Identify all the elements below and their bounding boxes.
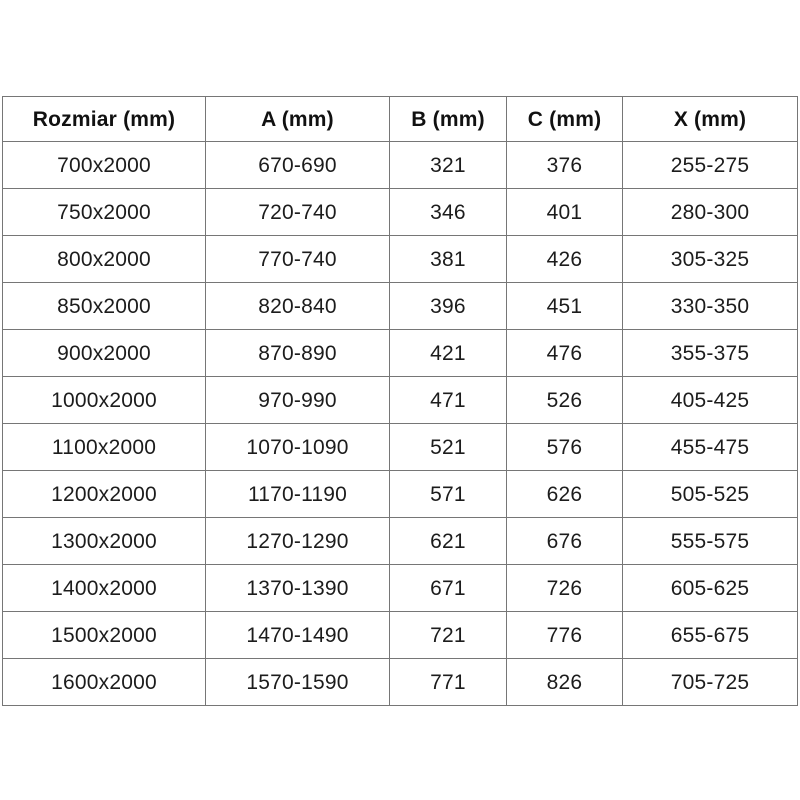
cell-a: 1070-1090 bbox=[206, 424, 390, 471]
cell-c: 726 bbox=[507, 565, 623, 612]
cell-b: 671 bbox=[390, 565, 507, 612]
cell-size: 700x2000 bbox=[3, 142, 206, 189]
cell-a: 970-990 bbox=[206, 377, 390, 424]
cell-x: 455-475 bbox=[623, 424, 798, 471]
cell-x: 405-425 bbox=[623, 377, 798, 424]
cell-b: 771 bbox=[390, 659, 507, 706]
cell-size: 1200x2000 bbox=[3, 471, 206, 518]
cell-c: 826 bbox=[507, 659, 623, 706]
cell-c: 576 bbox=[507, 424, 623, 471]
cell-size: 750x2000 bbox=[3, 189, 206, 236]
column-header-a: A (mm) bbox=[206, 97, 390, 142]
cell-x: 280-300 bbox=[623, 189, 798, 236]
table-row bbox=[3, 330, 798, 377]
cell-size: 1500x2000 bbox=[3, 612, 206, 659]
cell-a: 820-840 bbox=[206, 283, 390, 330]
table-row bbox=[3, 659, 798, 706]
cell-b: 346 bbox=[390, 189, 507, 236]
cell-size: 800x2000 bbox=[3, 236, 206, 283]
cell-size: 850x2000 bbox=[3, 283, 206, 330]
cell-b: 521 bbox=[390, 424, 507, 471]
cell-b: 396 bbox=[390, 283, 507, 330]
cell-b: 621 bbox=[390, 518, 507, 565]
cell-a: 1170-1190 bbox=[206, 471, 390, 518]
cell-c: 526 bbox=[507, 377, 623, 424]
table-row bbox=[3, 471, 798, 518]
cell-a: 1270-1290 bbox=[206, 518, 390, 565]
cell-a: 1570-1590 bbox=[206, 659, 390, 706]
column-header-b: B (mm) bbox=[390, 97, 507, 142]
cell-size: 1600x2000 bbox=[3, 659, 206, 706]
table-row bbox=[3, 142, 798, 189]
cell-x: 305-325 bbox=[623, 236, 798, 283]
table-row bbox=[3, 424, 798, 471]
cell-size: 1300x2000 bbox=[3, 518, 206, 565]
cell-x: 655-675 bbox=[623, 612, 798, 659]
column-header-c: C (mm) bbox=[507, 97, 623, 142]
cell-b: 721 bbox=[390, 612, 507, 659]
table-row bbox=[3, 518, 798, 565]
cell-x: 555-575 bbox=[623, 518, 798, 565]
cell-x: 605-625 bbox=[623, 565, 798, 612]
table-row bbox=[3, 565, 798, 612]
cell-b: 471 bbox=[390, 377, 507, 424]
cell-c: 426 bbox=[507, 236, 623, 283]
cell-x: 505-525 bbox=[623, 471, 798, 518]
cell-x: 255-275 bbox=[623, 142, 798, 189]
cell-c: 401 bbox=[507, 189, 623, 236]
cell-size: 1100x2000 bbox=[3, 424, 206, 471]
size-table bbox=[2, 96, 798, 706]
cell-size: 1400x2000 bbox=[3, 565, 206, 612]
table-row bbox=[3, 189, 798, 236]
cell-x: 330-350 bbox=[623, 283, 798, 330]
cell-size: 900x2000 bbox=[3, 330, 206, 377]
cell-a: 870-890 bbox=[206, 330, 390, 377]
cell-c: 476 bbox=[507, 330, 623, 377]
column-header-x: X (mm) bbox=[623, 97, 798, 142]
cell-b: 571 bbox=[390, 471, 507, 518]
table-row bbox=[3, 236, 798, 283]
cell-a: 1470-1490 bbox=[206, 612, 390, 659]
cell-b: 321 bbox=[390, 142, 507, 189]
cell-c: 451 bbox=[507, 283, 623, 330]
cell-a: 1370-1390 bbox=[206, 565, 390, 612]
cell-a: 770-740 bbox=[206, 236, 390, 283]
table-row bbox=[3, 283, 798, 330]
cell-b: 381 bbox=[390, 236, 507, 283]
header-row bbox=[3, 97, 798, 142]
cell-c: 776 bbox=[507, 612, 623, 659]
cell-c: 376 bbox=[507, 142, 623, 189]
cell-b: 421 bbox=[390, 330, 507, 377]
table-row bbox=[3, 377, 798, 424]
cell-size: 1000x2000 bbox=[3, 377, 206, 424]
table-row bbox=[3, 612, 798, 659]
cell-a: 670-690 bbox=[206, 142, 390, 189]
cell-x: 705-725 bbox=[623, 659, 798, 706]
cell-c: 626 bbox=[507, 471, 623, 518]
cell-x: 355-375 bbox=[623, 330, 798, 377]
cell-c: 676 bbox=[507, 518, 623, 565]
cell-a: 720-740 bbox=[206, 189, 390, 236]
column-header-rozmiar: Rozmiar (mm) bbox=[3, 97, 206, 142]
